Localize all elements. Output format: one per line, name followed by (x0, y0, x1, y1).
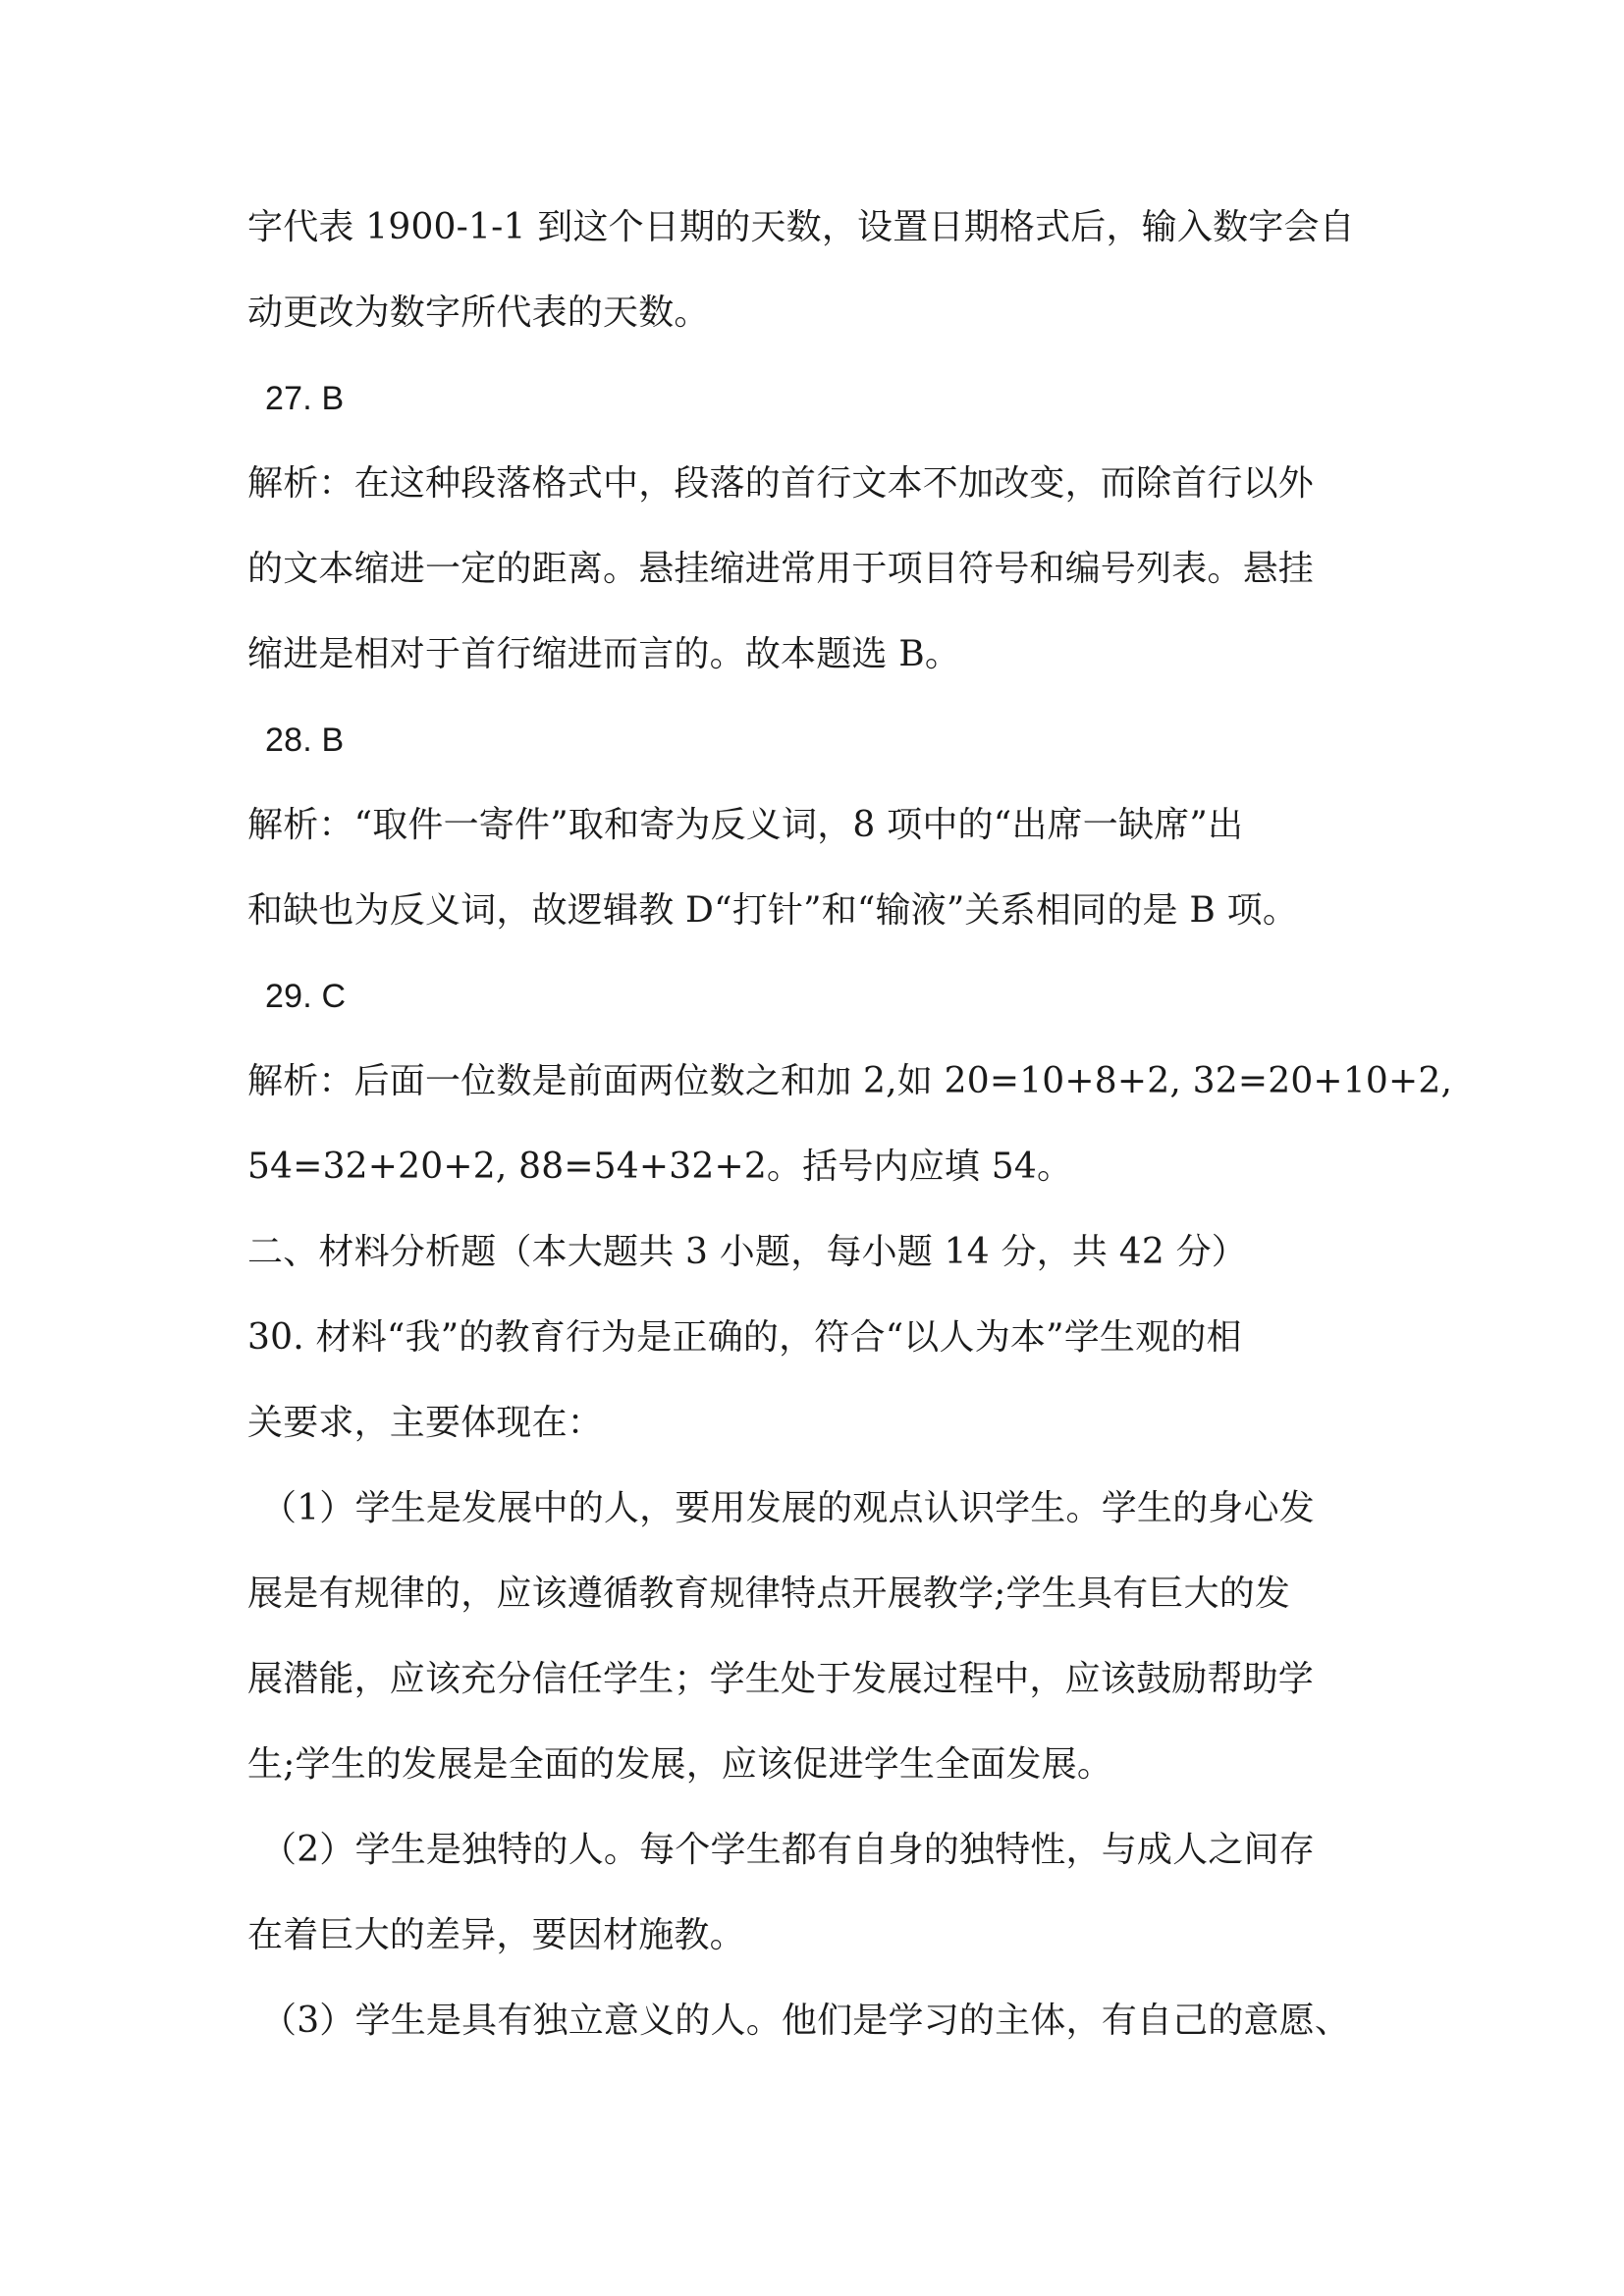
list-item-2: （2）学生是独特的人。每个学生都有自身的独特性，与成人之间存 (261, 1830, 1315, 1870)
paragraph-line: 展是有规律的，应该遵循教育规律特点开展教学;学生具有巨大的发 (247, 1574, 1291, 1614)
list-item-1: （1）学生是发展中的人，要用发展的观点认识学生。学生的身心发 (261, 1488, 1315, 1528)
section-heading: 二、材料分析题（本大题共 3 小题，每小题 14 分，共 42 分） (247, 1232, 1247, 1272)
paragraph-line: 和缺也为反义词，故逻辑教 D“打针”和“输液”关系相同的是 B 项。 (247, 890, 1299, 931)
paragraph-line: 字代表 1900-1-1 到这个日期的天数，设置日期格式后，输入数字会自 (247, 207, 1355, 247)
paragraph-line: 关要求，主要体现在： (247, 1403, 604, 1443)
answer-label-28: 28. B (265, 721, 345, 759)
paragraph-line: 解析：“取件一寄件”取和寄为反义词，8 项中的“出席一缺席”出 (247, 805, 1244, 845)
paragraph-line: 解析：后面一位数是前面两位数之和加 2,如 20=10+8+2, 32=20+10+2, (247, 1061, 1453, 1101)
paragraph-line: 生;学生的发展是全面的发展，应该促进学生全面发展。 (247, 1744, 1113, 1785)
paragraph-line: 的文本缩进一定的距离。悬挂缩进常用于项目符号和编号列表。悬挂 (247, 549, 1315, 589)
paragraph-line: 动更改为数字所代表的天数。 (247, 293, 710, 333)
document-page (247, 206, 1453, 2085)
paragraph-line: 在着巨大的差异，要因材施教。 (247, 1915, 745, 1955)
paragraph-line: 缩进是相对于首行缩进而言的。故本题选 B。 (247, 634, 961, 674)
paragraph-line: 54=32+20+2, 88=54+32+2。括号内应填 54。 (247, 1147, 1073, 1187)
list-item-3: （3）学生是具有独立意义的人。他们是学习的主体，有自己的意愿、 (261, 2001, 1351, 2041)
paragraph-line: 解析：在这种段落格式中，段落的首行文本不加改变，而除首行以外 (247, 463, 1315, 504)
paragraph-line: 30. 材料“我”的教育行为是正确的，符合“以人为本”学生观的相 (247, 1317, 1242, 1358)
paragraph-line: 展潜能，应该充分信任学生；学生处于发展过程中，应该鼓励帮助学 (247, 1659, 1315, 1699)
answer-label-29: 29. C (265, 978, 347, 1015)
answer-label-27: 27. B (265, 380, 345, 417)
